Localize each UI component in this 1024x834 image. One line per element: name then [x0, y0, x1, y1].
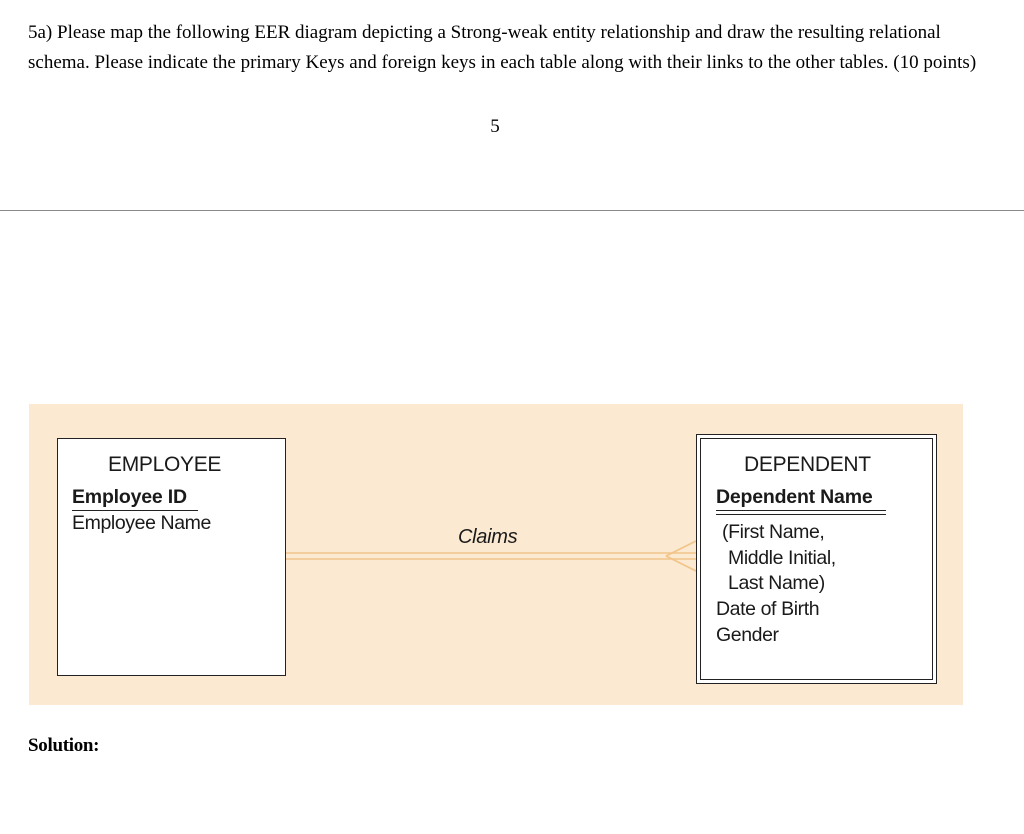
- entity-name: DEPENDENT: [744, 453, 871, 476]
- composite-part: Last Name): [728, 572, 825, 594]
- composite-part: (First Name,: [722, 521, 825, 543]
- entity-employee: [57, 438, 286, 676]
- entity-dependent: [696, 434, 937, 684]
- partial-key-attribute: Dependent Name: [716, 486, 873, 508]
- composite-part: Middle Initial,: [728, 547, 836, 569]
- attribute: Employee Name: [72, 512, 211, 534]
- many-crowfoot-marker: [666, 541, 696, 571]
- relationship-label: Claims: [458, 526, 518, 548]
- question-text: 5a) Please map the following EER diagram depicting a Strong-weak entity relationship and draw the resulting relational schema. Please indicate the primary Keys and foreign keys in each table along with their links to the other tables. (10 points): [28, 22, 977, 73]
- entity-name: EMPLOYEE: [108, 453, 222, 476]
- partial-key-underline-top: [716, 510, 886, 511]
- identifying-relationship-line: [286, 553, 696, 559]
- attribute: Gender: [716, 624, 779, 646]
- solution-label: Solution:: [28, 735, 100, 756]
- primary-key-attribute: Employee ID: [72, 486, 187, 508]
- partial-key-underline-bottom: [716, 514, 886, 515]
- attribute: Date of Birth: [716, 598, 820, 620]
- page-number: 5: [490, 116, 500, 137]
